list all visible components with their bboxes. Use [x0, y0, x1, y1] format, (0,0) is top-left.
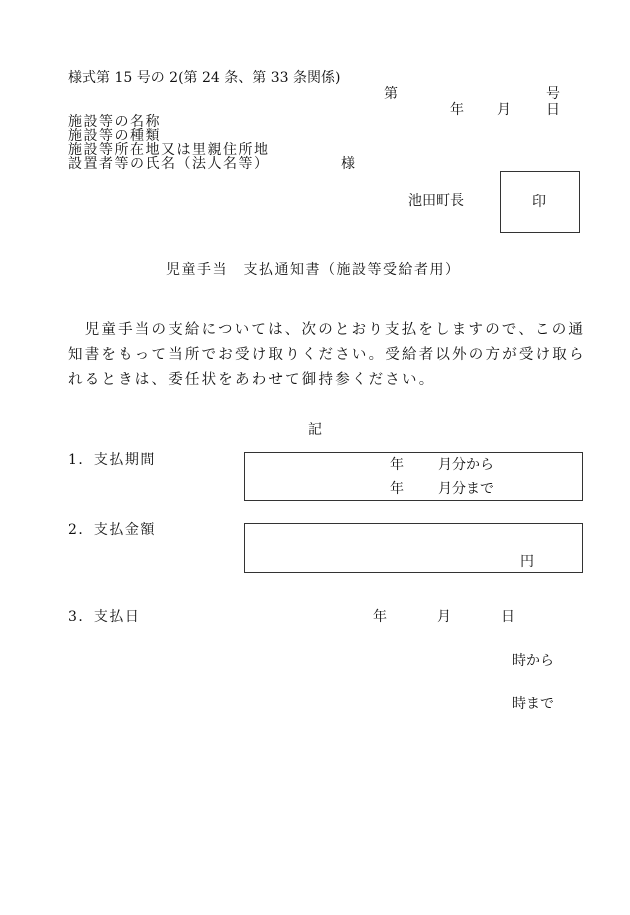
payment-time-to: 時まで	[512, 696, 554, 712]
payment-period-label: 1．支払期間	[68, 452, 156, 468]
facility-name-label: 施設等の名称	[68, 114, 161, 130]
seal-label: 印	[532, 194, 546, 210]
founder-name-label: 設置者等の氏名（法人名等）	[68, 156, 270, 172]
body-paragraph	[68, 318, 586, 393]
facility-type-label: 施設等の種類	[68, 128, 161, 144]
payment-time-from: 時から	[512, 653, 554, 669]
facility-address-label: 施設等所在地又は里親住所地	[68, 142, 270, 158]
payment-period-box	[244, 452, 583, 501]
payment-amount-box	[244, 523, 583, 573]
payment-date-month: 月	[437, 609, 451, 625]
period-to-year: 年	[390, 481, 404, 497]
honorific: 様	[341, 156, 355, 172]
body-line: 知書をもって当所でお受け取りください。受給者以外の方が受け取ら	[68, 347, 586, 363]
doc-number-prefix: 第	[384, 86, 398, 102]
issue-date-day: 日	[546, 102, 560, 118]
period-to-month: 月分まで	[438, 481, 494, 497]
document-title: 児童手当 支払通知書（施設等受給者用）	[166, 262, 461, 278]
body-line: れるときは、委任状をあわせて御持参ください。	[68, 372, 436, 388]
payment-amount-label: 2．支払金額	[68, 522, 156, 538]
payment-date-year: 年	[373, 609, 387, 625]
doc-number-suffix: 号	[546, 86, 560, 102]
form-number: 様式第 15 号の 2(第 24 条、第 33 条関係)	[68, 70, 341, 86]
period-from-year: 年	[390, 457, 404, 473]
payment-date-label: 3．支払日	[68, 609, 141, 625]
issue-date-month: 月	[497, 102, 511, 118]
period-from-month: 月分から	[438, 457, 494, 473]
issuer-name: 池田町長	[408, 193, 464, 209]
body-line: 児童手当の支給については、次のとおり支払をしますので、この通	[68, 322, 586, 338]
payment-date-day: 日	[501, 609, 515, 625]
amount-unit: 円	[520, 554, 534, 570]
seal-box	[500, 171, 580, 233]
issue-date-year: 年	[450, 102, 464, 118]
ki-heading: 記	[308, 422, 322, 438]
